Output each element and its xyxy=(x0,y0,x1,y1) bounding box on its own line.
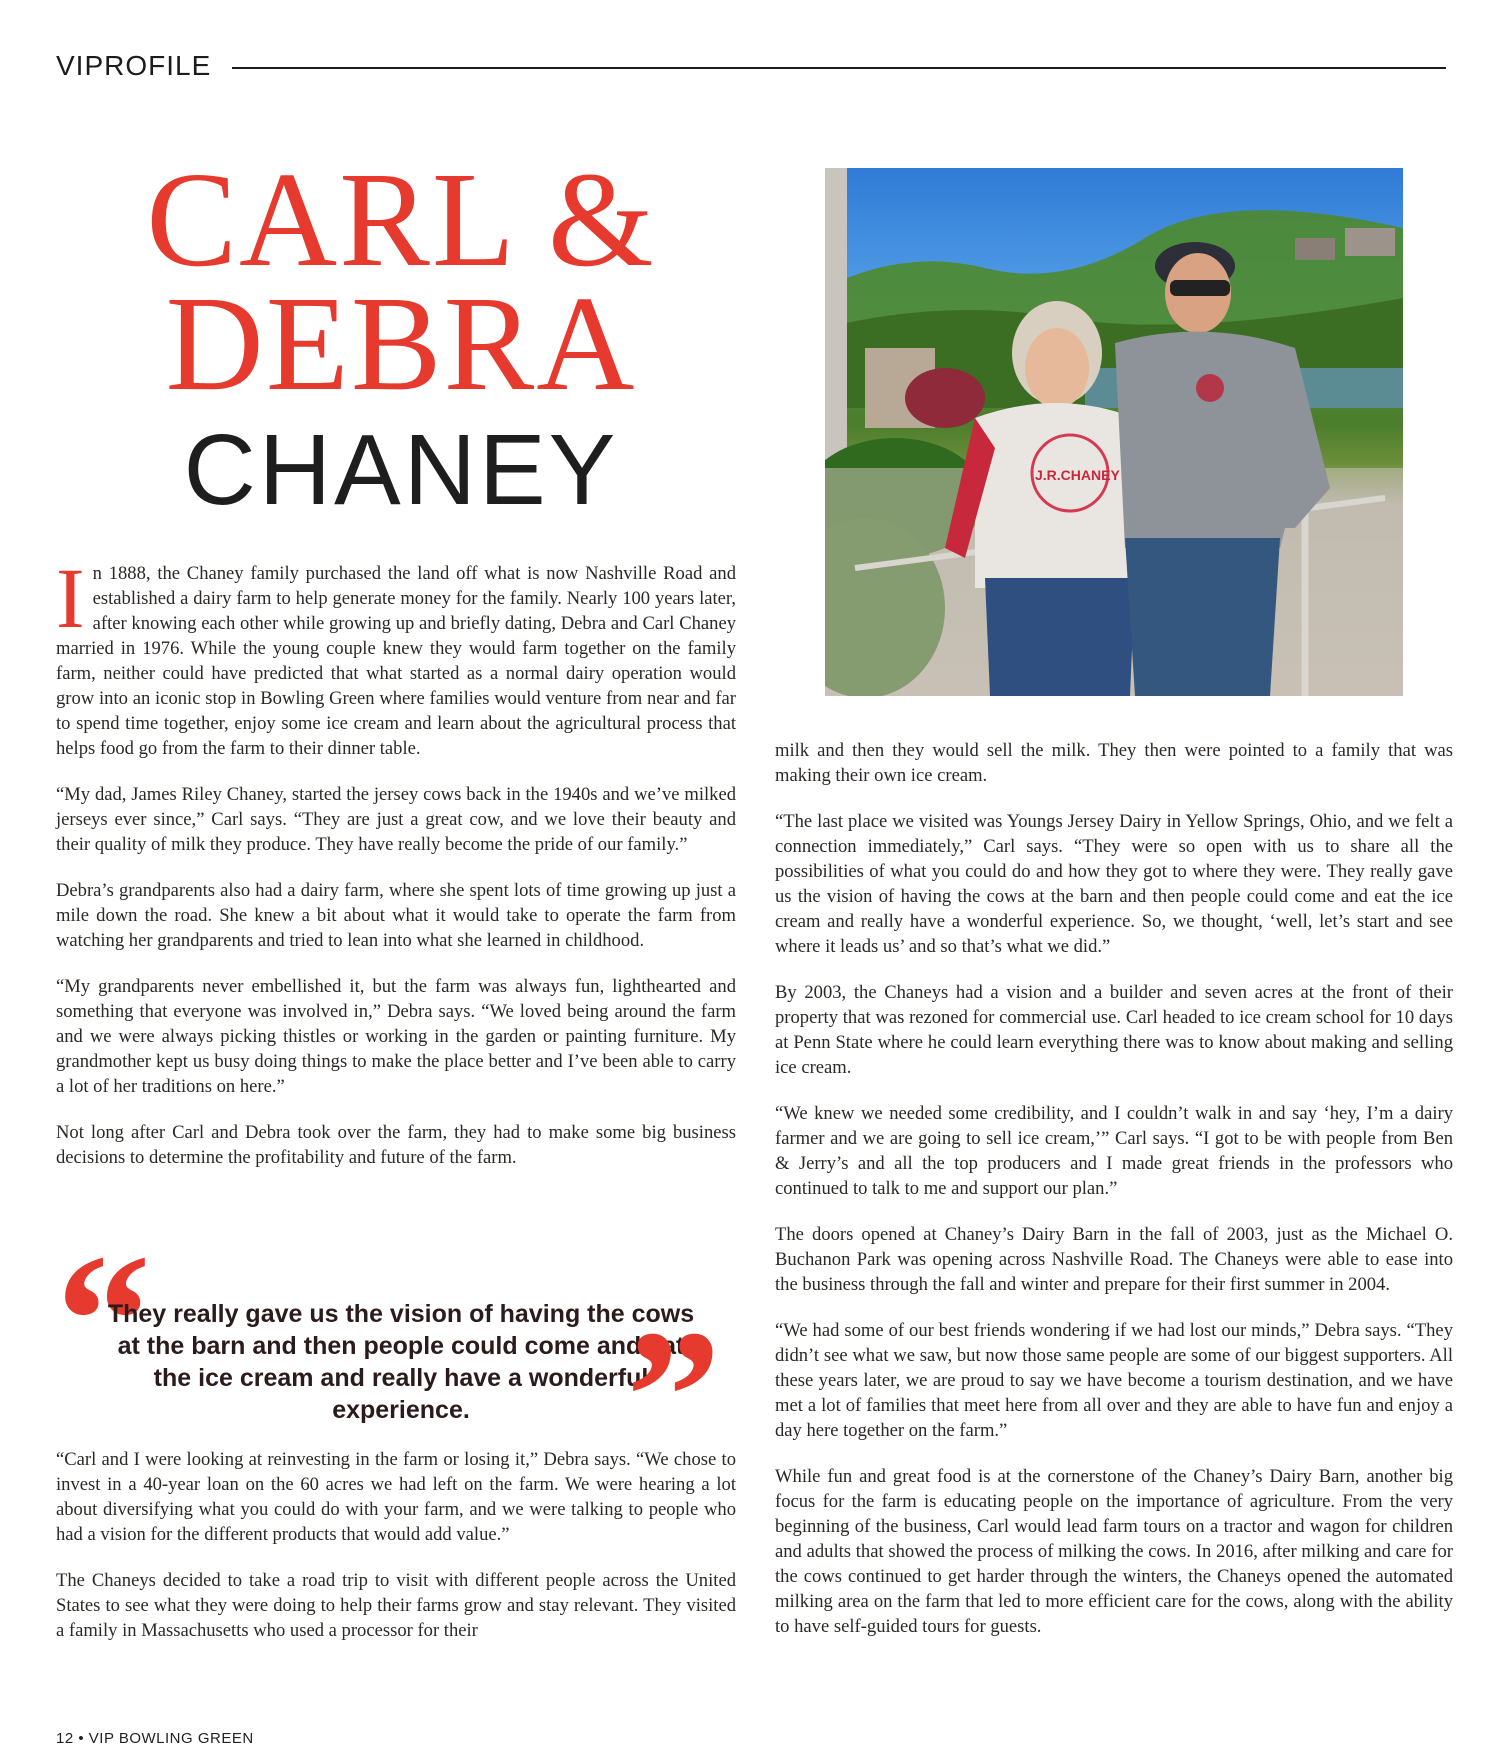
title-line-1: CARL & xyxy=(146,145,656,295)
paragraph: Debra’s grandparents also had a dairy farm, where she spent lots of time growing up just a mile down the road. She knew a bit about what it would take to operate the farm from watching her grandparents and tried to lean into what she learned in childhood. xyxy=(56,880,736,951)
photo xyxy=(825,168,1403,696)
title-line-2: DEBRA xyxy=(165,269,637,419)
title-names xyxy=(56,145,746,419)
paragraph: By 2003, the Chaneys had a vision and a builder and seven acres at the front of their property that was rezoned for commercial use. Carl headed to ice cream school for 10 days at Penn State where he could learn everything there was to know about making and selling ice cream. xyxy=(775,982,1453,1078)
article-column-left-continued xyxy=(56,1447,736,1664)
title-surname: CHANEY xyxy=(183,414,619,526)
paragraph: “Carl and I were looking at reinvesting in the farm or losing it,” Debra says. “We chose to invest in a 40-year loan on the 60 acres we had left on the farm. We were hearing a lot about diversifying what you could do with your farm, and we were talking to people who had a vision for the different products that would add value.” xyxy=(56,1449,736,1545)
intro-text: n 1888, the Chaney family purchased the land off what is now Nashville Road and established a dairy farm to help generate money for the family. Nearly 100 years later, after knowing each other while growing up and briefly dating, Debra and Carl Chaney married in 1976. While the young couple knew they would farm together on the family farm, neither could have predicted that what started as a normal dairy operation would grow into an iconic stop in Bowling Green where families would venture from near and far to spend time together, enjoy some ice cream and learn about the agricultural process that helps food go from the farm to their dinner table. xyxy=(56,563,736,759)
paragraph: “My dad, James Riley Chaney, started the jersey cows back in the 1940s and we’ve milked jerseys ever since,” Carl says. “They are just a great cow, and we love their beauty and their quality of milk they produce. They have really become the pride of our family.” xyxy=(56,784,736,855)
section-label: VIPROFILE xyxy=(56,50,212,81)
paragraph: While fun and great food is at the cornerstone of the Chaney’s Dairy Barn, another big focus for the farm is educating people on the importance of agriculture. From the very beginning of the business, Carl would lead farm tours on a tractor and wagon for children and adults that showed the process of milking the cows. In 2016, after milking and care for the cows continued to get harder through the winters, the Chaneys opened the automated milking area on the farm that led to more efficient care for the cows, along with the ability to have self-guided tours for guests. xyxy=(775,1466,1453,1637)
shirt-logo-text: J.R.CHANEY xyxy=(1035,467,1120,483)
paragraph: “We knew we needed some credibility, and I couldn’t walk in and say ‘hey, I’m a dairy farmer and we are going to sell ice cream,’” Carl says. “I got to be with people from Ben & Jerry’s and all the top producers and I made great friends in the professors who continued to talk to me and support our plan.” xyxy=(775,1103,1453,1199)
paragraph: “We had some of our best friends wondering if we had lost our minds,” Debra says. “They didn’t see what we saw, but now those same people are some of our biggest supporters. All these years later, we are proud to say we have become a tourism destination, and we have met a lot of families that meet here from all over and they are able to have fun and enjoy a day here together on the farm.” xyxy=(775,1320,1453,1441)
page-footer: 12 • VIP BOWLING GREEN xyxy=(56,1730,254,1747)
paragraph: “My grandparents never embellished it, but the farm was always fun, lighthearted and something that everyone was involved in,” Debra says. “We loved being around the farm and we were always picking thistles or working in the garden or painting furniture. My grandmother kept us busy doing things to make the place better and I’ve been able to carry a lot of her traditions on here.” xyxy=(56,976,736,1097)
paragraph: “The last place we visited was Youngs Jersey Dairy in Yellow Springs, Ohio, and we felt a connection immediately,” Carl says. “They were so open with us to share all the possibilities of what you could do and how they got to where they were. They really gave us the vision of having the cows at the barn and then people could come and eat the ice cream and really have a wonderful experience. So, we thought, ‘well, let’s start and see where it leads us’ and so that’s what we did.” xyxy=(775,811,1453,957)
paragraph: Not long after Carl and Debra took over the farm, they had to make some big business decisions to determine the profitability and future of the farm. xyxy=(56,1122,736,1168)
header-rule xyxy=(232,67,1446,69)
paragraph: milk and then they would sell the milk. They then were pointed to a family that was making their own ice cream. xyxy=(775,740,1453,786)
drop-cap: I xyxy=(56,550,85,646)
paragraph: The doors opened at Chaney’s Dairy Barn in the fall of 2003, just as the Michael O. Buchanon Park was opening across Nashville Road. The Chaneys were able to ease into the business through the fall and winter and prepare for their first summer in 2004. xyxy=(775,1224,1453,1295)
quote-open-mark: “ xyxy=(56,1216,151,1426)
quote-close-mark: ” xyxy=(626,1292,721,1502)
paragraph-intro xyxy=(56,550,736,761)
pull-quote-text: They really gave us the vision of having the cows at the barn and then people could come and eat the ice cream and really have a wonderful experience. xyxy=(107,1300,695,1424)
paragraph: The Chaneys decided to take a road trip to visit with different people across the United States to see what they were doing to help their farms grow and stay relevant. They visited a family in Massachusetts who used a processor for their xyxy=(56,1570,736,1641)
article-column-left xyxy=(56,550,736,1191)
article-column-right xyxy=(775,738,1453,1660)
